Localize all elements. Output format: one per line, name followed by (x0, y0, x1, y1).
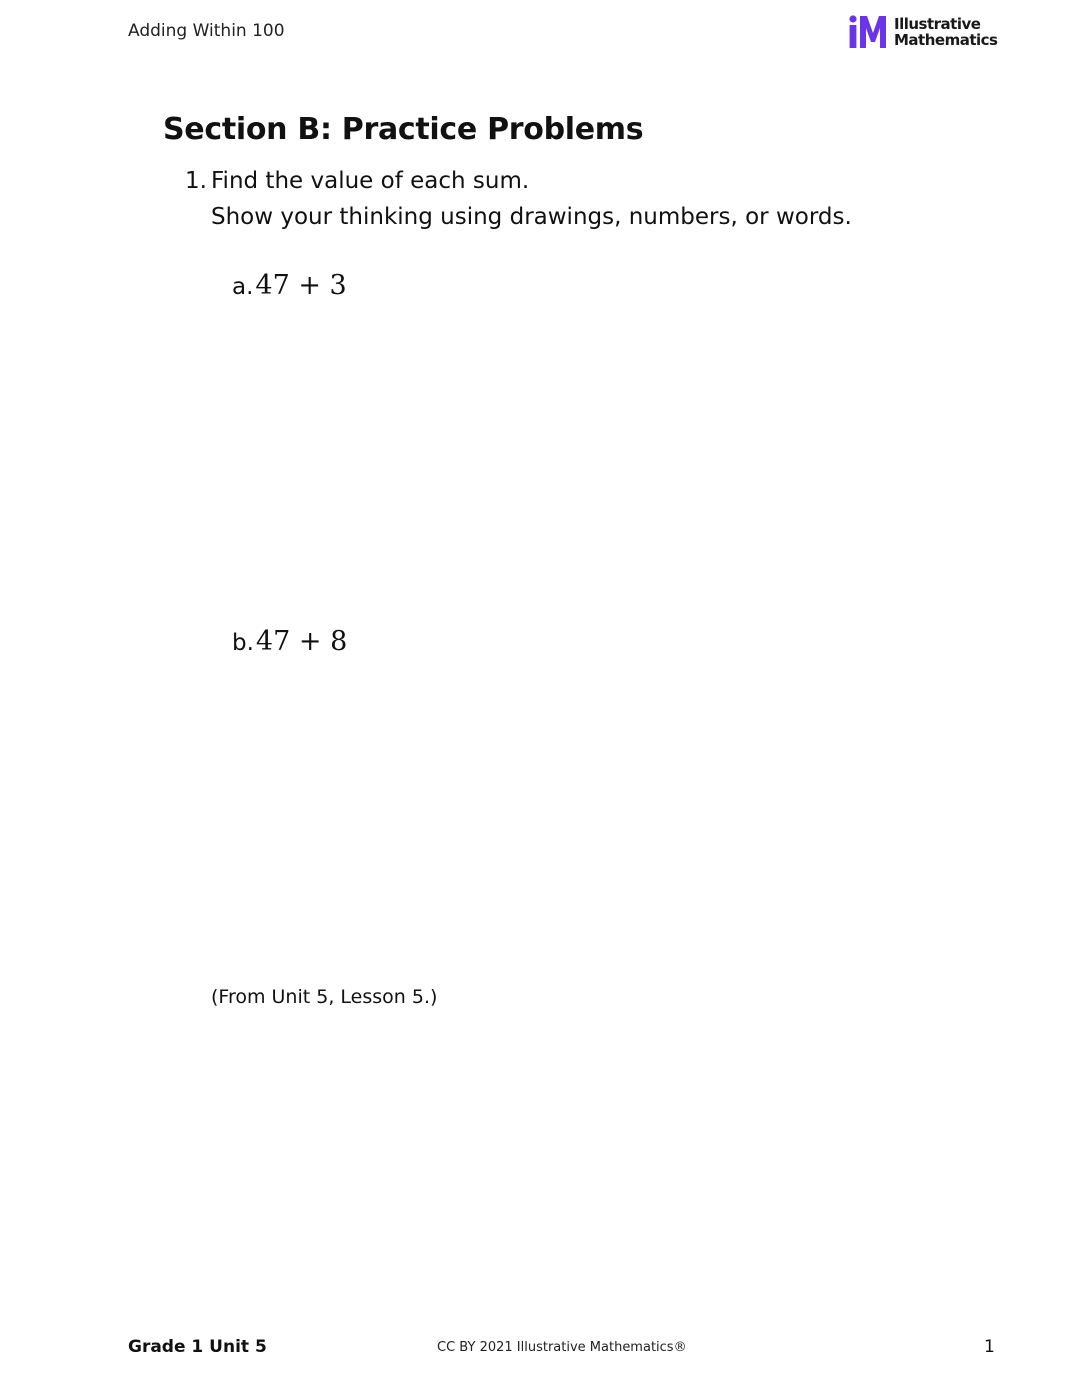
problem-instruction-line-2: Show your thinking using drawings, numbers, or words. (211, 204, 852, 230)
section-title: Section B: Practice Problems (163, 112, 644, 147)
footer-unit-label: Grade 1 Unit 5 (128, 1337, 267, 1357)
problem-source-note: (From Unit 5, Lesson 5.) (211, 986, 438, 1008)
part-a-expression: 47 + 3 (255, 270, 347, 301)
problem-instruction-line-1: Find the value of each sum. (211, 168, 530, 194)
illustrative-mathematics-logo (848, 14, 997, 50)
footer-page-number: 1 (984, 1337, 995, 1357)
logo-line-1: Illustrative (894, 15, 981, 33)
im-logo-icon (848, 15, 888, 49)
logo-line-2: Mathematics (894, 31, 998, 49)
part-b-label: b. (232, 630, 254, 656)
logo-wordmark (894, 16, 997, 48)
problem-part-b (232, 626, 347, 657)
part-b-expression: 47 + 8 (255, 626, 348, 657)
problem-number: 1. (185, 168, 207, 194)
part-a-label: a. (232, 274, 254, 300)
footer-copyright: CC BY 2021 Illustrative Mathematics® (437, 1340, 687, 1355)
document-header-title: Adding Within 100 (128, 21, 285, 41)
problem-part-a (232, 270, 347, 301)
